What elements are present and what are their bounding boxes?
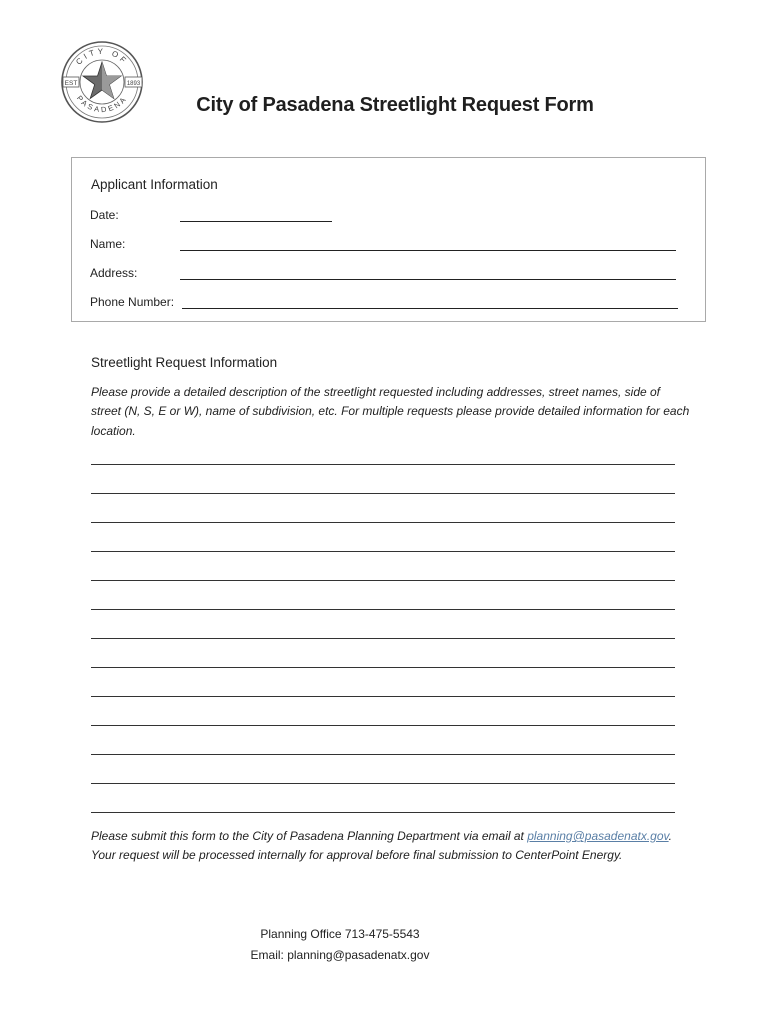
name-input-line[interactable] [180, 250, 676, 251]
address-field-row [90, 266, 690, 282]
submission-text-before: Please submit this form to the City of Pasadena Planning Department via email at [91, 829, 528, 843]
planning-office-phone: Planning Office 713-475-5543 [260, 927, 420, 941]
description-line[interactable] [91, 783, 675, 784]
svg-text:EST: EST [64, 80, 78, 87]
submission-note [91, 827, 691, 866]
description-line[interactable] [91, 696, 675, 697]
request-instructions: Please provide a detailed description of the streetlight requested including addresses, street names, side of street (N, S, E or W), name of subdivision, etc. For multiple requests please provide detailed information for each location. [91, 385, 690, 438]
name-label: Name: [90, 237, 126, 251]
description-line[interactable] [91, 580, 675, 581]
date-label: Date: [90, 208, 119, 222]
description-line[interactable] [91, 638, 675, 639]
svg-text:PASADENA: PASADENA [74, 93, 130, 115]
planning-email-link[interactable]: planning@pasadenatx.gov [527, 829, 669, 843]
date-input-line[interactable] [180, 221, 332, 222]
phone-number-input-line[interactable] [182, 308, 678, 309]
description-line[interactable] [91, 667, 675, 668]
date-field-row [90, 208, 690, 224]
name-field-row [90, 237, 690, 253]
description-line[interactable] [91, 551, 675, 552]
description-line[interactable] [91, 493, 675, 494]
svg-text:1893: 1893 [126, 81, 141, 87]
applicant-information-heading: Applicant Information [91, 177, 218, 192]
description-line[interactable] [91, 725, 675, 726]
phone-field-row [90, 295, 690, 311]
svg-text:CITY OF: CITY OF [74, 46, 130, 67]
address-input-line[interactable] [180, 279, 676, 280]
form-title: City of Pasadena Streetlight Request Form [196, 94, 594, 116]
submission-text-after: . Your request will be processed internally for approval before final submission to CenterPoint Energy. [91, 829, 672, 863]
description-line[interactable] [91, 522, 675, 523]
planning-office-email: Email: planning@pasadenatx.gov [250, 948, 430, 962]
description-line[interactable] [91, 609, 675, 610]
description-line[interactable] [91, 754, 675, 755]
description-line[interactable] [91, 464, 675, 465]
description-line[interactable] [91, 812, 675, 813]
phone-number-label: Phone Number: [90, 295, 175, 309]
address-label: Address: [90, 266, 138, 280]
streetlight-request-heading: Streetlight Request Information [91, 355, 278, 370]
